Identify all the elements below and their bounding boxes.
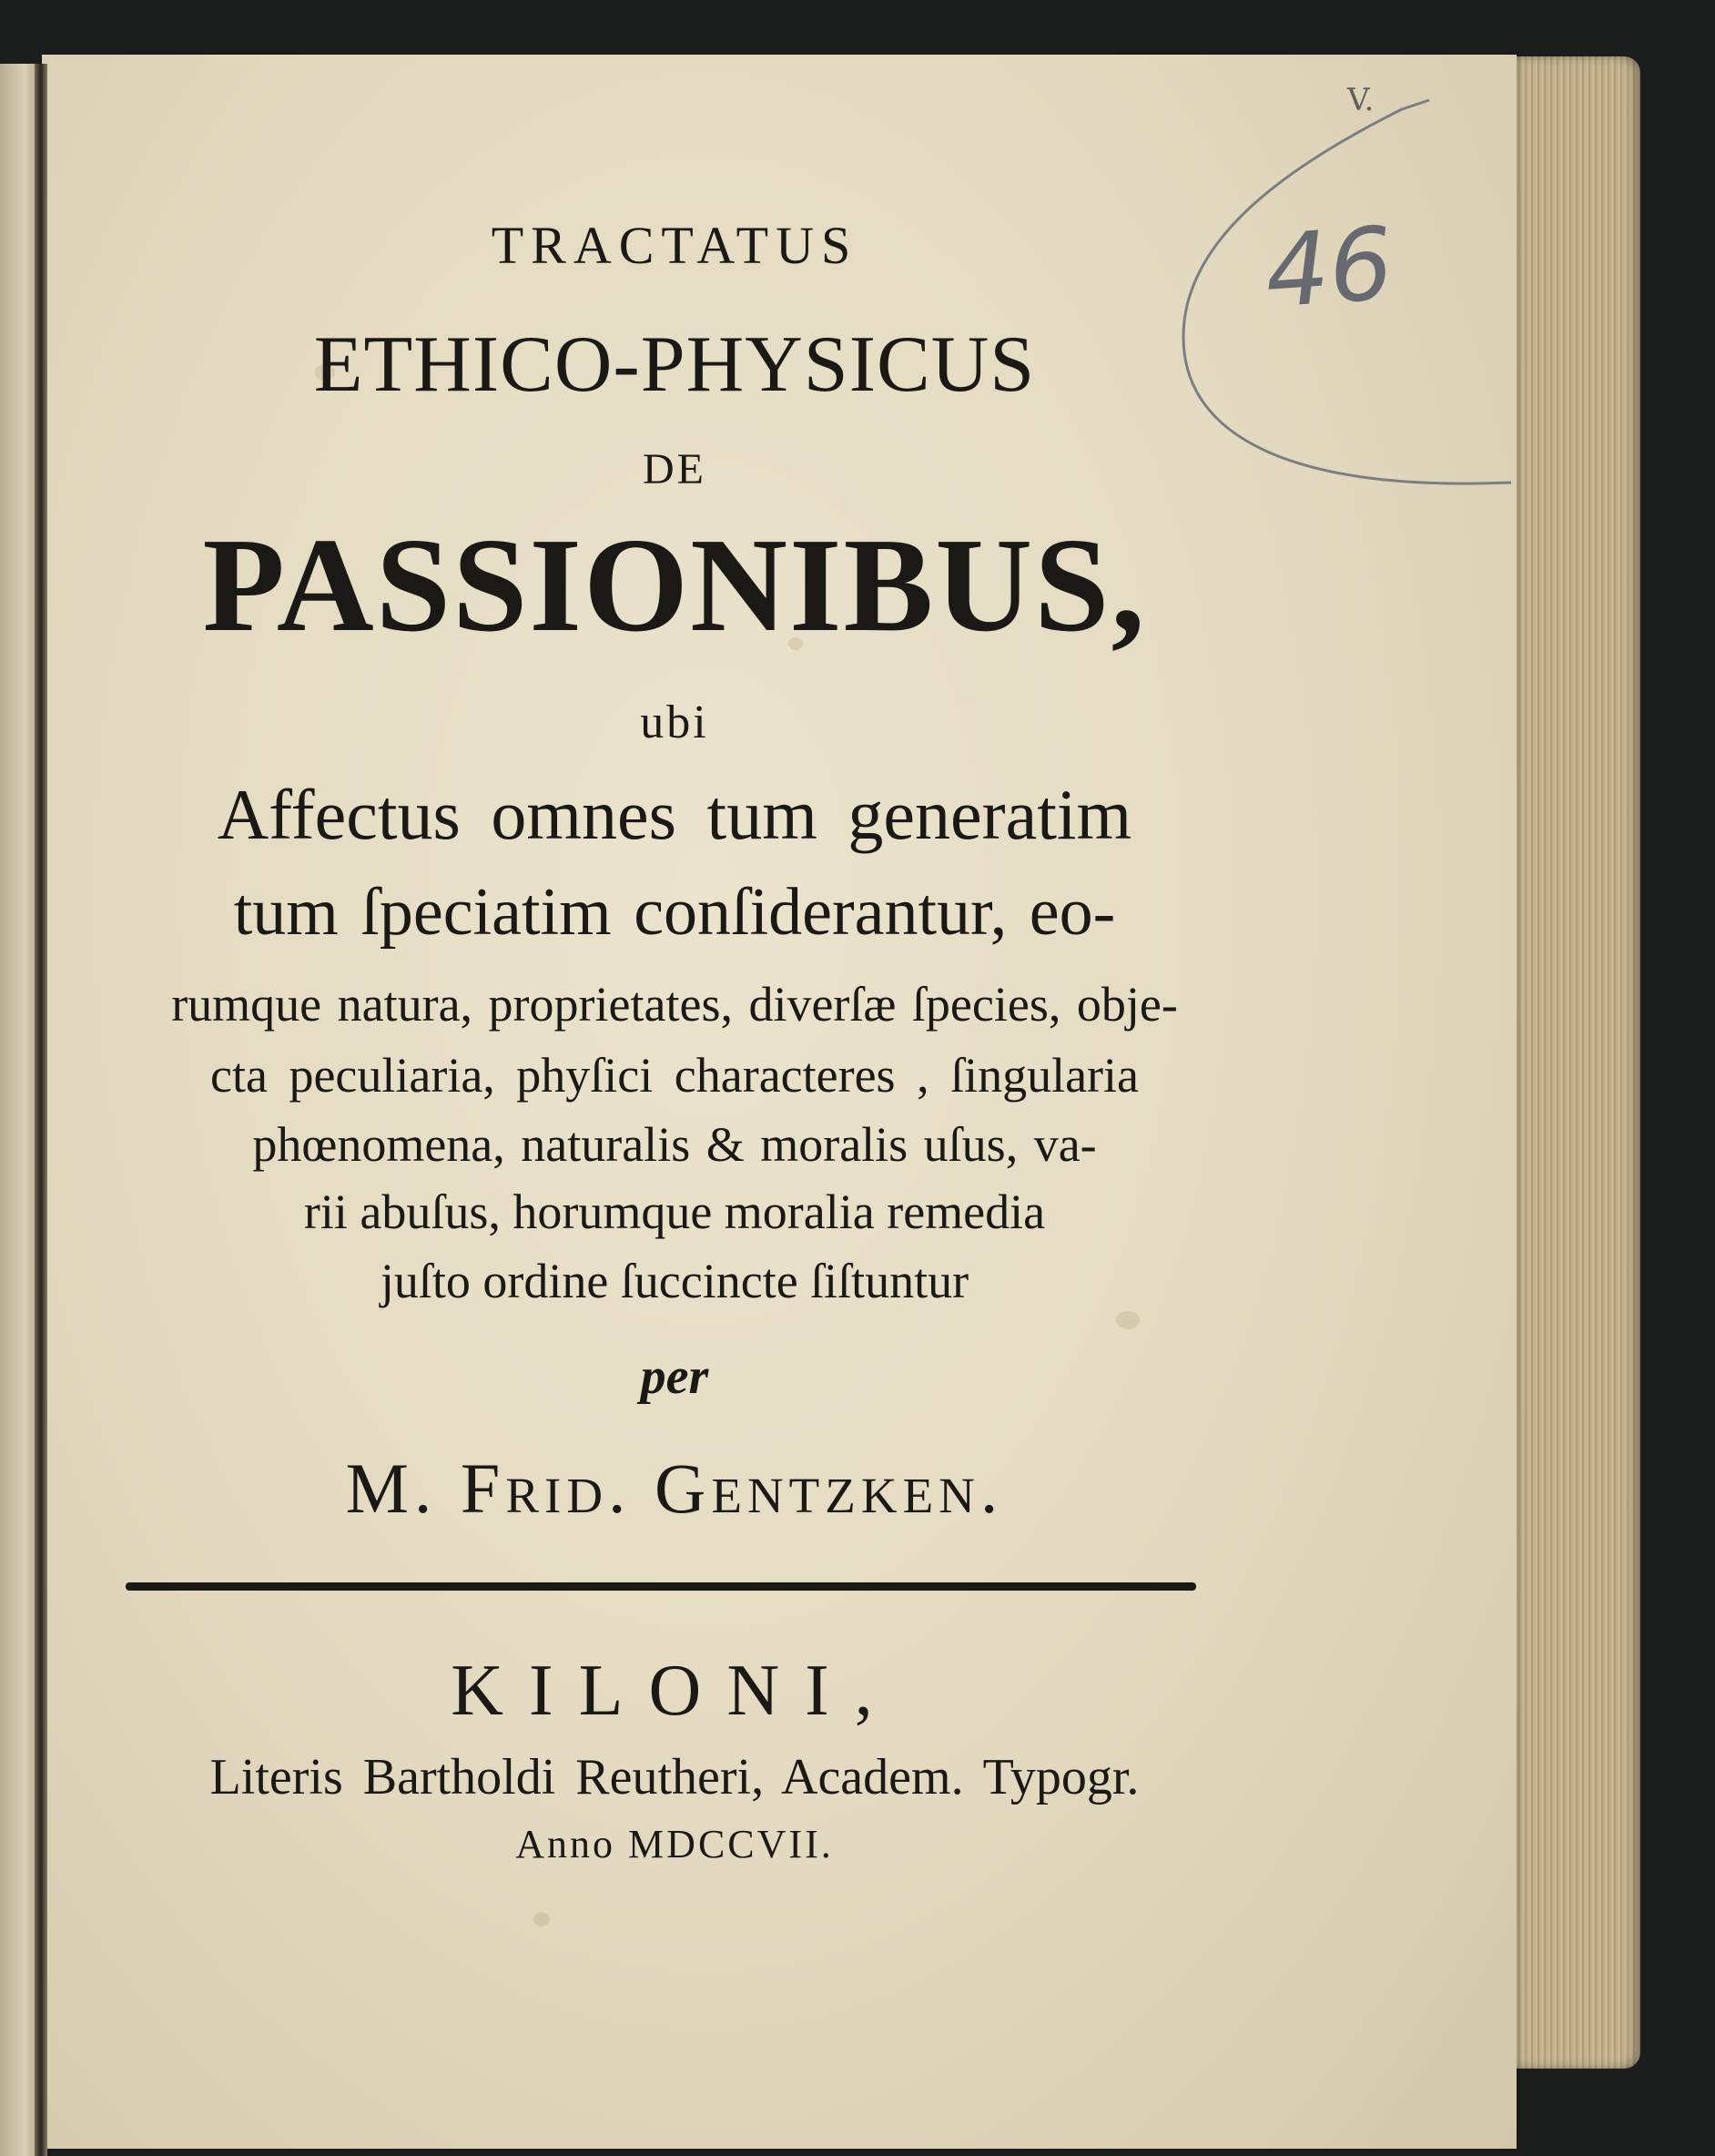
description-line: tum ſpeciatim conſiderantur, eo- — [233, 875, 1116, 950]
description-line: rii abuſus, horumque moralia remedia — [303, 1185, 1046, 1239]
author-name: M. Frid. Gentzken. — [345, 1449, 1004, 1528]
imprint-printer: Literis Bartholdi Reutheri, Academ. Typogr. — [209, 1749, 1140, 1805]
imprint-place: KILONI, — [451, 1651, 898, 1731]
book-gutter — [35, 64, 47, 2156]
shelfmark-letter: V. — [1347, 82, 1375, 118]
title-line-ethico-physicus: ETHICO-PHYSICUS — [313, 320, 1036, 409]
imprint-year: Anno MDCCVII. — [515, 1822, 834, 1866]
shelfmark-number: 46 — [1261, 205, 1397, 331]
description-line: juſto ordine ſuccincte ſiſtuntur — [380, 1254, 969, 1308]
description-line: phœnomena, naturalis & moralis uſus, va- — [252, 1117, 1097, 1172]
title-line-ubi: ubi — [640, 697, 709, 748]
description-line: cta peculiaria, phyſici characteres , ſingularia — [210, 1048, 1139, 1103]
description-line: Affectus omnes tum generatim — [217, 775, 1132, 854]
foxing-spot — [1116, 1311, 1140, 1329]
description-line: rumque natura, proprietates, diverſæ ſpecies, obje- — [171, 977, 1178, 1032]
title-line-tractatus: TRACTATUS — [491, 216, 858, 275]
per-line: per — [640, 1348, 709, 1405]
foxing-spot — [533, 1912, 550, 1927]
title-line-passionibus: PASSIONIBUS, — [202, 511, 1147, 660]
title-line-de: DE — [643, 445, 706, 493]
page-block-edges — [1502, 56, 1640, 2069]
horizontal-rule — [126, 1582, 1196, 1591]
